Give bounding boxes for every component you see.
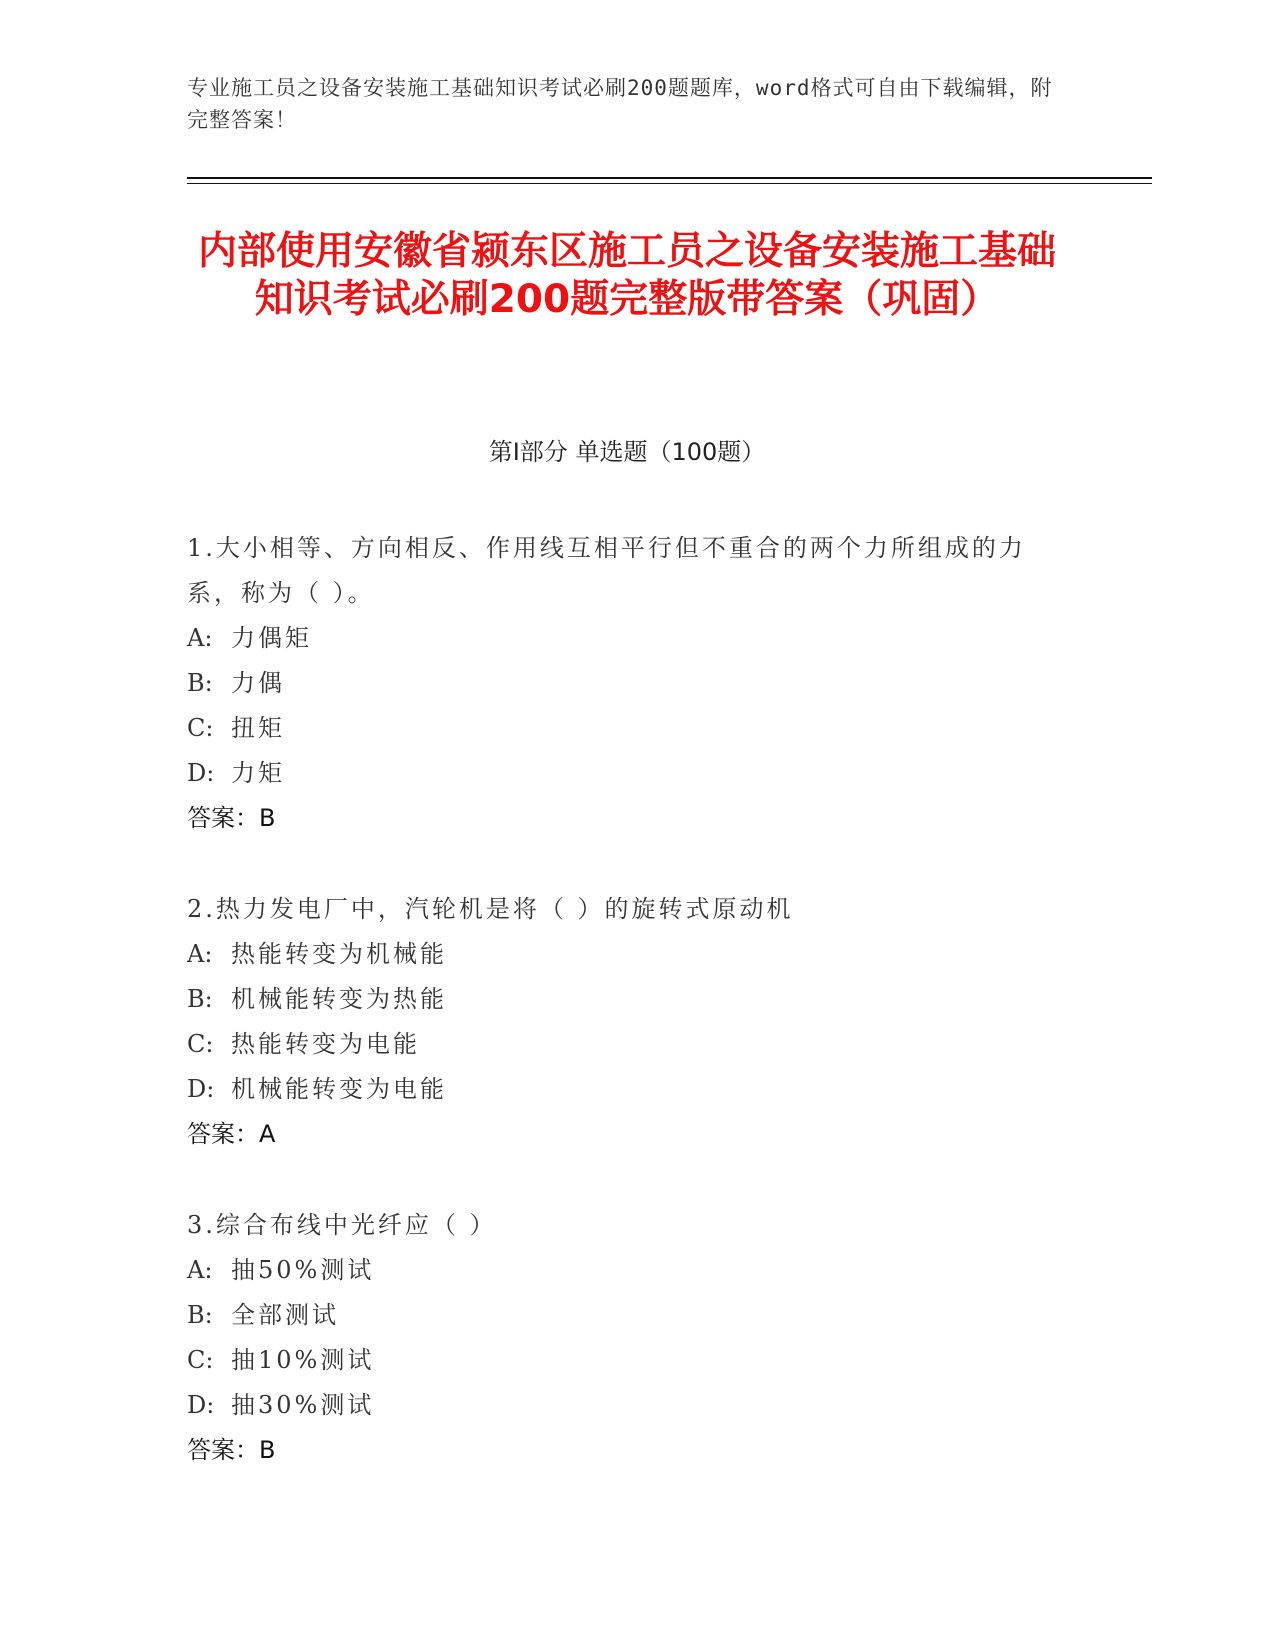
- question-3: [187, 1203, 1067, 1473]
- option-a: [187, 932, 1067, 977]
- option-key: D:: [187, 1391, 215, 1419]
- answer-line: 答案：A: [187, 1120, 276, 1148]
- question-1: [187, 526, 1067, 841]
- question-stem: 3.综合布线中光纤应（ ）: [187, 1211, 497, 1239]
- option-c: [187, 706, 1067, 751]
- option-key: B:: [187, 1301, 213, 1329]
- option-c: [187, 1022, 1067, 1067]
- option-b: [187, 661, 1067, 706]
- option-b: [187, 1293, 1067, 1338]
- option-key: A:: [187, 624, 213, 652]
- option-key: D:: [187, 759, 215, 787]
- header-divider-thin: [187, 183, 1152, 184]
- option-text: 全部测试: [231, 1301, 339, 1329]
- option-text: 力矩: [231, 759, 285, 787]
- option-a: [187, 616, 1067, 661]
- option-key: A:: [187, 1256, 213, 1284]
- header-note: 专业施工员之设备安装施工基础知识考试必刷200题题库，word格式可自由下载编辑，附完整答案！: [187, 76, 1053, 132]
- document-title: 内部使用安徽省颍东区施工员之设备安装施工基础知识考试必刷200题完整版带答案（巩固）: [197, 229, 1056, 322]
- option-key: D:: [187, 1075, 215, 1103]
- option-d: [187, 1383, 1067, 1428]
- option-key: B:: [187, 669, 213, 697]
- question-list: [187, 526, 1067, 1519]
- option-key: C:: [187, 714, 214, 742]
- option-d: [187, 751, 1067, 796]
- option-text: 机械能转变为热能: [231, 985, 447, 1013]
- option-text: 机械能转变为电能: [231, 1075, 447, 1103]
- option-key: C:: [187, 1030, 214, 1058]
- option-text: 抽50%测试: [231, 1256, 375, 1284]
- option-text: 力偶: [231, 669, 285, 697]
- option-d: [187, 1067, 1067, 1112]
- option-key: B:: [187, 985, 213, 1013]
- option-text: 抽30%测试: [231, 1391, 375, 1419]
- option-text: 抽10%测试: [231, 1346, 375, 1374]
- option-a: [187, 1248, 1067, 1293]
- header-divider-thick: [187, 177, 1152, 179]
- option-key: A:: [187, 940, 213, 968]
- question-stem: 1.大小相等、方向相反、作用线互相平行但不重合的两个力所组成的力系，称为（ ）。: [187, 534, 1026, 607]
- option-text: 热能转变为机械能: [231, 940, 447, 968]
- option-b: [187, 977, 1067, 1022]
- section-heading: 第Ⅰ部分 单选题（100题）: [488, 438, 766, 466]
- option-text: 热能转变为电能: [231, 1030, 420, 1058]
- question-2: [187, 887, 1067, 1157]
- answer-line: 答案：B: [187, 804, 276, 832]
- option-c: [187, 1338, 1067, 1383]
- question-stem: 2.热力发电厂中，汽轮机是将（ ）的旋转式原动机: [187, 895, 794, 923]
- answer-line: 答案：B: [187, 1436, 276, 1464]
- option-text: 力偶矩: [231, 624, 312, 652]
- option-key: C:: [187, 1346, 214, 1374]
- option-text: 扭矩: [231, 714, 285, 742]
